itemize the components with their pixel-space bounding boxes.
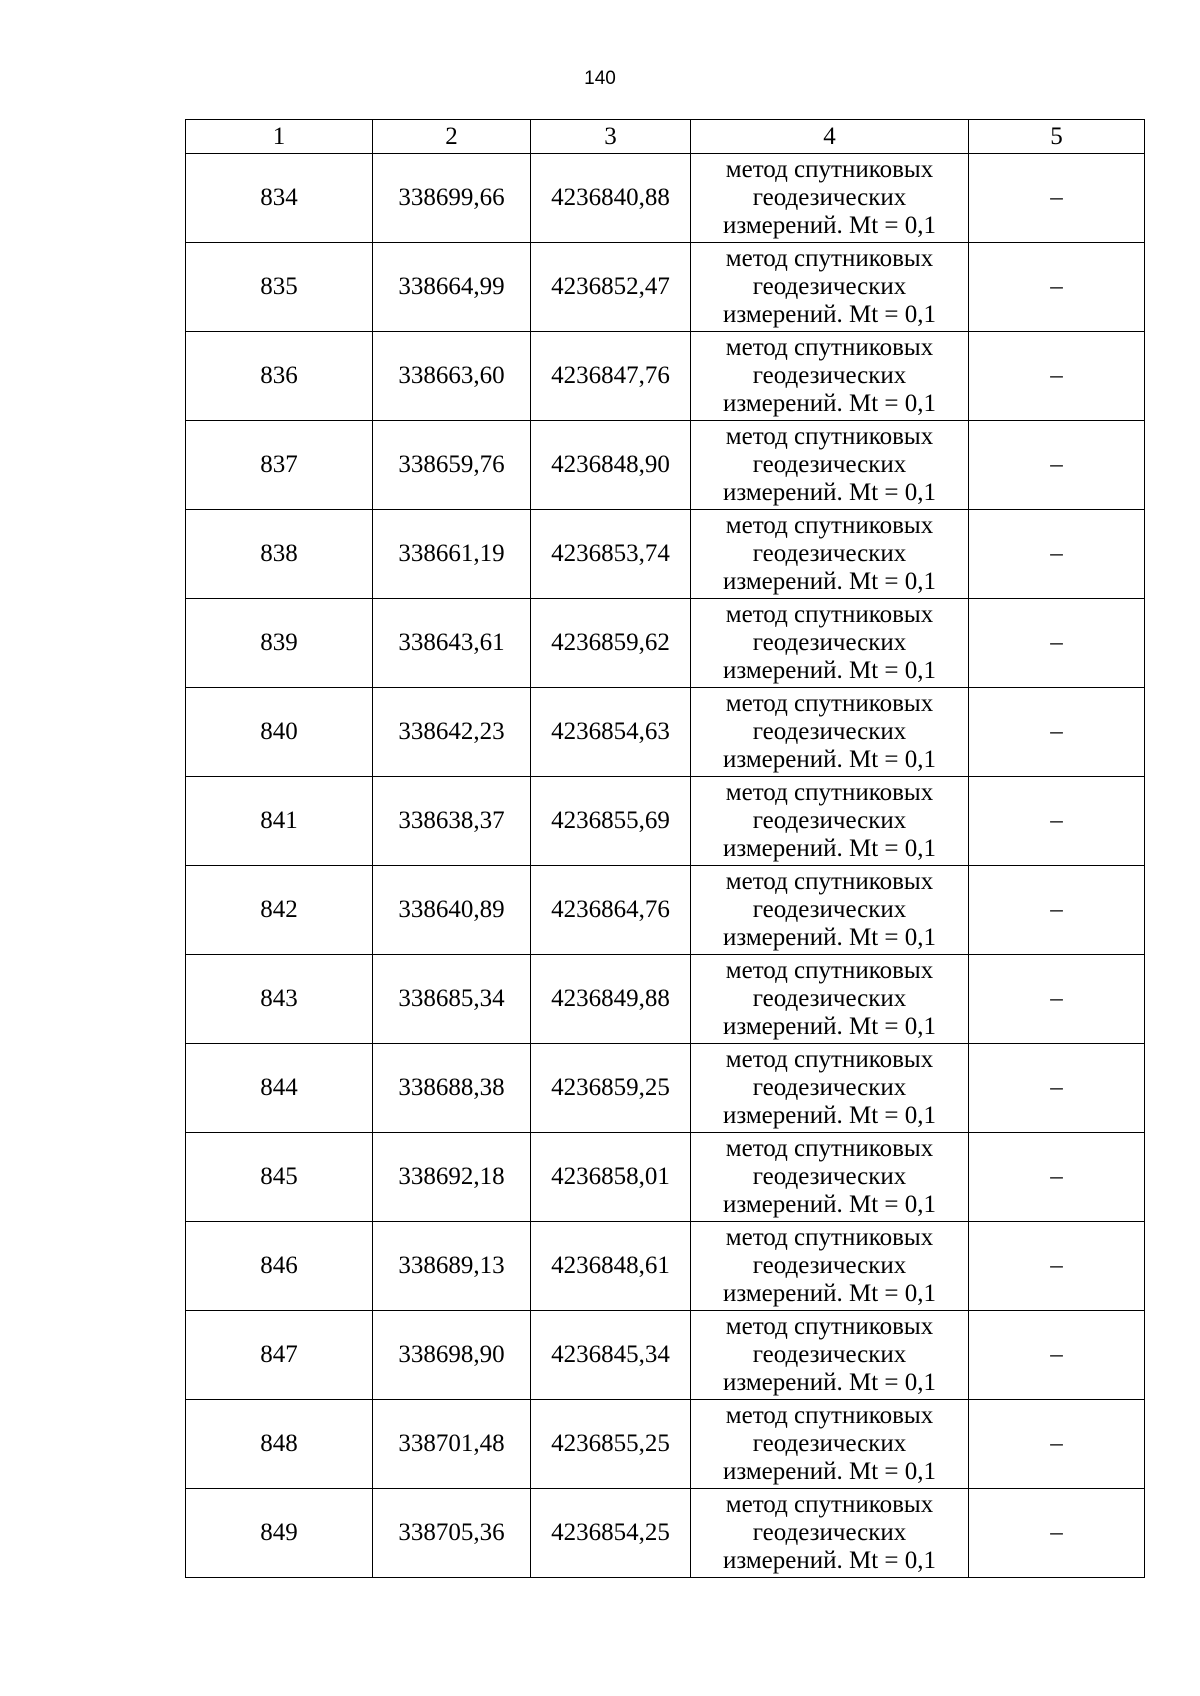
- page-number: 140: [584, 68, 616, 89]
- y-coordinate-cell: 4236858,01: [531, 1133, 691, 1222]
- table-row: [186, 777, 1145, 866]
- note-cell: –: [969, 332, 1145, 421]
- point-number-cell: 835: [186, 243, 373, 332]
- method-cell: метод спутниковых геодезических измерений. Mt = 0,1: [691, 955, 969, 1044]
- point-number-cell: 842: [186, 866, 373, 955]
- method-cell: метод спутниковых геодезических измерений. Mt = 0,1: [691, 1133, 969, 1222]
- table-row: [186, 599, 1145, 688]
- note-cell: –: [969, 154, 1145, 243]
- x-coordinate-cell: 338688,38: [373, 1044, 531, 1133]
- x-coordinate-cell: 338685,34: [373, 955, 531, 1044]
- note-cell: –: [969, 510, 1145, 599]
- method-cell: метод спутниковых геодезических измерений. Mt = 0,1: [691, 510, 969, 599]
- header-col-3: 3: [531, 120, 691, 154]
- table-header: [186, 120, 1145, 154]
- y-coordinate-cell: 4236840,88: [531, 154, 691, 243]
- note-cell: –: [969, 866, 1145, 955]
- x-coordinate-cell: 338701,48: [373, 1400, 531, 1489]
- table-row: [186, 688, 1145, 777]
- method-cell: метод спутниковых геодезических измерений. Mt = 0,1: [691, 243, 969, 332]
- x-coordinate-cell: 338705,36: [373, 1489, 531, 1578]
- x-coordinate-cell: 338659,76: [373, 421, 531, 510]
- y-coordinate-cell: 4236859,62: [531, 599, 691, 688]
- y-coordinate-cell: 4236864,76: [531, 866, 691, 955]
- method-cell: метод спутниковых геодезических измерений. Mt = 0,1: [691, 154, 969, 243]
- x-coordinate-cell: 338664,99: [373, 243, 531, 332]
- method-cell: метод спутниковых геодезических измерений. Mt = 0,1: [691, 1044, 969, 1133]
- note-cell: –: [969, 777, 1145, 866]
- header-col-4: 4: [691, 120, 969, 154]
- table-row: [186, 421, 1145, 510]
- header-row: [186, 120, 1145, 154]
- point-number-cell: 837: [186, 421, 373, 510]
- point-number-cell: 843: [186, 955, 373, 1044]
- point-number-cell: 841: [186, 777, 373, 866]
- y-coordinate-cell: 4236859,25: [531, 1044, 691, 1133]
- y-coordinate-cell: 4236854,63: [531, 688, 691, 777]
- table-row: [186, 1400, 1145, 1489]
- method-cell: метод спутниковых геодезических измерений. Mt = 0,1: [691, 1489, 969, 1578]
- x-coordinate-cell: 338689,13: [373, 1222, 531, 1311]
- method-cell: метод спутниковых геодезических измерений. Mt = 0,1: [691, 688, 969, 777]
- point-number-cell: 834: [186, 154, 373, 243]
- y-coordinate-cell: 4236849,88: [531, 955, 691, 1044]
- note-cell: –: [969, 1311, 1145, 1400]
- y-coordinate-cell: 4236854,25: [531, 1489, 691, 1578]
- y-coordinate-cell: 4236853,74: [531, 510, 691, 599]
- note-cell: –: [969, 1489, 1145, 1578]
- header-col-1: 1: [186, 120, 373, 154]
- table-row: [186, 1044, 1145, 1133]
- x-coordinate-cell: 338698,90: [373, 1311, 531, 1400]
- table-row: [186, 866, 1145, 955]
- point-number-cell: 836: [186, 332, 373, 421]
- y-coordinate-cell: 4236855,69: [531, 777, 691, 866]
- note-cell: –: [969, 243, 1145, 332]
- header-col-5: 5: [969, 120, 1145, 154]
- point-number-cell: 847: [186, 1311, 373, 1400]
- x-coordinate-cell: 338663,60: [373, 332, 531, 421]
- method-cell: метод спутниковых геодезических измерений. Mt = 0,1: [691, 421, 969, 510]
- note-cell: –: [969, 1044, 1145, 1133]
- point-number-cell: 848: [186, 1400, 373, 1489]
- point-number-cell: 844: [186, 1044, 373, 1133]
- coordinates-table: [185, 119, 1145, 1578]
- method-cell: метод спутниковых геодезических измерений. Mt = 0,1: [691, 599, 969, 688]
- x-coordinate-cell: 338643,61: [373, 599, 531, 688]
- table-body: [186, 154, 1145, 1578]
- method-cell: метод спутниковых геодезических измерений. Mt = 0,1: [691, 1400, 969, 1489]
- y-coordinate-cell: 4236852,47: [531, 243, 691, 332]
- point-number-cell: 849: [186, 1489, 373, 1578]
- table-row: [186, 1311, 1145, 1400]
- x-coordinate-cell: 338638,37: [373, 777, 531, 866]
- note-cell: –: [969, 1400, 1145, 1489]
- x-coordinate-cell: 338692,18: [373, 1133, 531, 1222]
- table-row: [186, 1489, 1145, 1578]
- note-cell: –: [969, 1222, 1145, 1311]
- table-row: [186, 332, 1145, 421]
- y-coordinate-cell: 4236845,34: [531, 1311, 691, 1400]
- note-cell: –: [969, 1133, 1145, 1222]
- method-cell: метод спутниковых геодезических измерений. Mt = 0,1: [691, 332, 969, 421]
- y-coordinate-cell: 4236848,90: [531, 421, 691, 510]
- note-cell: –: [969, 955, 1145, 1044]
- x-coordinate-cell: 338661,19: [373, 510, 531, 599]
- table-row: [186, 243, 1145, 332]
- y-coordinate-cell: 4236855,25: [531, 1400, 691, 1489]
- point-number-cell: 845: [186, 1133, 373, 1222]
- method-cell: метод спутниковых геодезических измерений. Mt = 0,1: [691, 1311, 969, 1400]
- note-cell: –: [969, 688, 1145, 777]
- table-row: [186, 1222, 1145, 1311]
- method-cell: метод спутниковых геодезических измерений. Mt = 0,1: [691, 866, 969, 955]
- note-cell: –: [969, 421, 1145, 510]
- header-col-2: 2: [373, 120, 531, 154]
- note-cell: –: [969, 599, 1145, 688]
- table-row: [186, 955, 1145, 1044]
- table-row: [186, 510, 1145, 599]
- y-coordinate-cell: 4236848,61: [531, 1222, 691, 1311]
- x-coordinate-cell: 338642,23: [373, 688, 531, 777]
- point-number-cell: 839: [186, 599, 373, 688]
- y-coordinate-cell: 4236847,76: [531, 332, 691, 421]
- x-coordinate-cell: 338699,66: [373, 154, 531, 243]
- method-cell: метод спутниковых геодезических измерений. Mt = 0,1: [691, 1222, 969, 1311]
- table-row: [186, 154, 1145, 243]
- method-cell: метод спутниковых геодезических измерений. Mt = 0,1: [691, 777, 969, 866]
- point-number-cell: 840: [186, 688, 373, 777]
- table-row: [186, 1133, 1145, 1222]
- point-number-cell: 846: [186, 1222, 373, 1311]
- point-number-cell: 838: [186, 510, 373, 599]
- x-coordinate-cell: 338640,89: [373, 866, 531, 955]
